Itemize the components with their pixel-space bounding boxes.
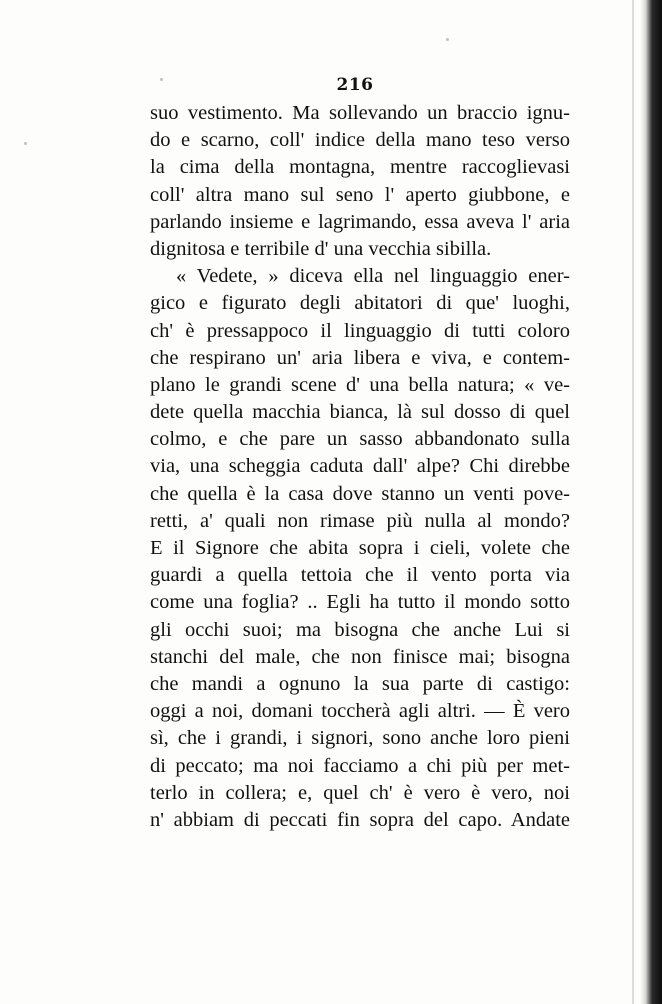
text-line: gico e figurato degli abitatori di que' luoghi, [150,292,570,315]
text-line: che mandi a ognuno la sua parte di castigo: [150,672,570,695]
text-line: dete quella macchia bianca, là sul dosso di quel [150,401,570,424]
text-line: do e scarno, coll' indice della mano teso verso [150,129,570,152]
body-text [150,100,570,834]
text-line: la cima della montagna, mentre raccoglievasi [150,156,570,179]
text-line: n' abbiam di peccati fin sopra del capo. Andate [150,808,570,831]
page-number: 216 [336,75,374,95]
text-line: sì, che i grandi, i signori, sono anche loro pieni [150,727,570,750]
print-speck [446,38,449,41]
text-line: retti, a' quali non rimase più nulla al mondo? [150,509,570,532]
text-line: che respirano un' aria libera e viva, e contem- [150,346,570,369]
page-edge-shadow-inner [632,0,634,1004]
text-line: di peccato; ma noi facciamo a chi più per met- [150,754,570,777]
text-line: suo vestimento. Ma sollevando un braccio ignu- [150,102,570,124]
text-line: dignitosa e terribile d' una vecchia sibilla. [150,237,492,260]
text-line: guardi a quella tettoia che il vento porta via [150,564,570,587]
text-line: oggi a noi, domani toccherà agli altri. — È vero [150,700,570,723]
text-line: che quella è la casa dove stanno un venti pove- [150,482,570,505]
text-line: via, una scheggia caduta dall' alpe? Chi direbbe [150,455,570,478]
text-line: stanchi del male, che non finisce mai; bisogna [150,645,570,668]
page-edge-shadow [640,0,662,1004]
text-line: ch' è pressappoco il linguaggio di tutti coloro [150,319,570,342]
text-line: gli occhi suoi; ma bisogna che anche Lui si [150,618,570,641]
text-line: parlando insieme e lagrimando, essa aveva l' aria [150,210,570,233]
text-line: come una foglia? .. Egli ha tutto il mondo sotto [150,591,570,614]
text-line: plano le grandi scene d' una bella natura; « ve- [150,373,570,396]
text-line: coll' altra mano sul seno l' aperto giubbone, e [150,183,570,206]
print-speck [24,142,27,145]
text-line: E il Signore che abita sopra i cieli, volete che [150,537,570,559]
text-line: « Vedete, » diceva ella nel linguaggio ener- [176,265,570,288]
text-line: colmo, e che pare un sasso abbandonato sulla [150,428,570,451]
text-line: terlo in collera; e, quel ch' è vero è vero, noi [150,781,570,804]
